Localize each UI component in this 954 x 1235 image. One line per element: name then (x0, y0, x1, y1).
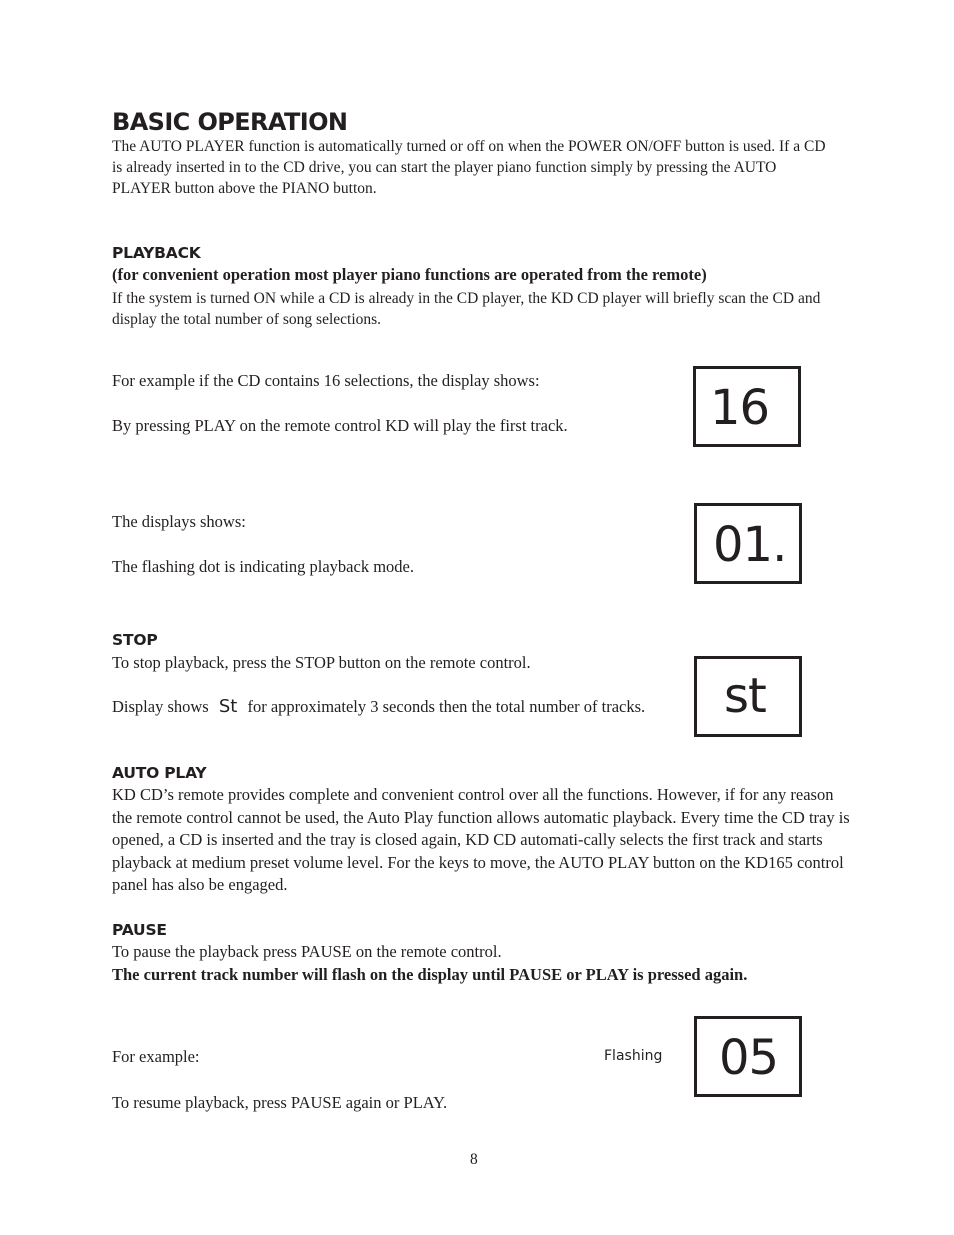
pause-bold-line: The current track number will flash on the display until PAUSE or PLAY is pressed again. (112, 965, 748, 984)
display-playing (694, 503, 802, 584)
flashing-dot-line: The flashing dot is indicating playback mode. (112, 557, 414, 576)
stop-line-1: To stop playback, press the STOP button on the remote control. (112, 653, 531, 672)
display-stop (694, 656, 802, 737)
flashing-label: Flashing (604, 1048, 663, 1064)
stop-line-2-prefix: Display shows (112, 697, 209, 716)
pause-resume-line: To resume playback, press PAUSE again or PLAY. (112, 1093, 448, 1112)
stop-inline-code: St (218, 696, 238, 717)
pause-line-1: To pause the playback press PAUSE on the remote control. (112, 942, 502, 961)
auto-play-heading: AUTO PLAY (112, 764, 207, 782)
display-total-tracks (693, 366, 801, 447)
stop-heading: STOP (112, 631, 158, 649)
stop-line-2 (112, 696, 647, 719)
display-playing-value: 01. (713, 517, 787, 573)
playback-example-line: For example if the CD contains 16 selections, the display shows: (112, 371, 540, 390)
playback-body: If the system is turned ON while a CD is already in the CD player, the KD CD player will briefly scan the CD and display the total number of song selections. (112, 290, 821, 328)
page-number: 8 (470, 1151, 478, 1168)
playback-play-line: By pressing PLAY on the remote control KD will play the first track. (112, 416, 568, 435)
display-stop-value: st (724, 668, 766, 724)
intro-paragraph: The AUTO PLAYER function is automatically turned or off on when the POWER ON/OFF button is used. If a CD is already inserted in to the CD drive, you can start the player piano function simply by pressing the AUTO PLAYER button above the PIANO button. (112, 138, 826, 197)
displays-shows-line: The displays shows: (112, 512, 246, 531)
display-total-value: 16 (710, 380, 770, 436)
playback-heading: PLAYBACK (112, 244, 201, 262)
stop-line-2-suffix: for approximately 3 seconds then the total number of tracks. (247, 697, 646, 716)
display-pause-value: 05 (719, 1030, 779, 1086)
auto-play-body: KD CD’s remote provides complete and convenient control over all the functions. However, if for any reason the remote control cannot be used, the Auto Play function allows automatic playback. Every time the CD tray is opened, a CD is inserted and the tray is closed again, KD CD automati-cally selects the first track and starts playback at medium preset volume level. For the keys to move, the AUTO PLAY button on the KD165 control panel has also be engaged. (112, 785, 850, 894)
page-title: BASIC OPERATION (112, 108, 348, 136)
playback-subheading: (for convenient operation most player piano functions are operated from the remote) (112, 265, 707, 284)
display-pause (694, 1016, 802, 1097)
pause-example-line: For example: (112, 1047, 200, 1066)
pause-heading: PAUSE (112, 921, 167, 939)
